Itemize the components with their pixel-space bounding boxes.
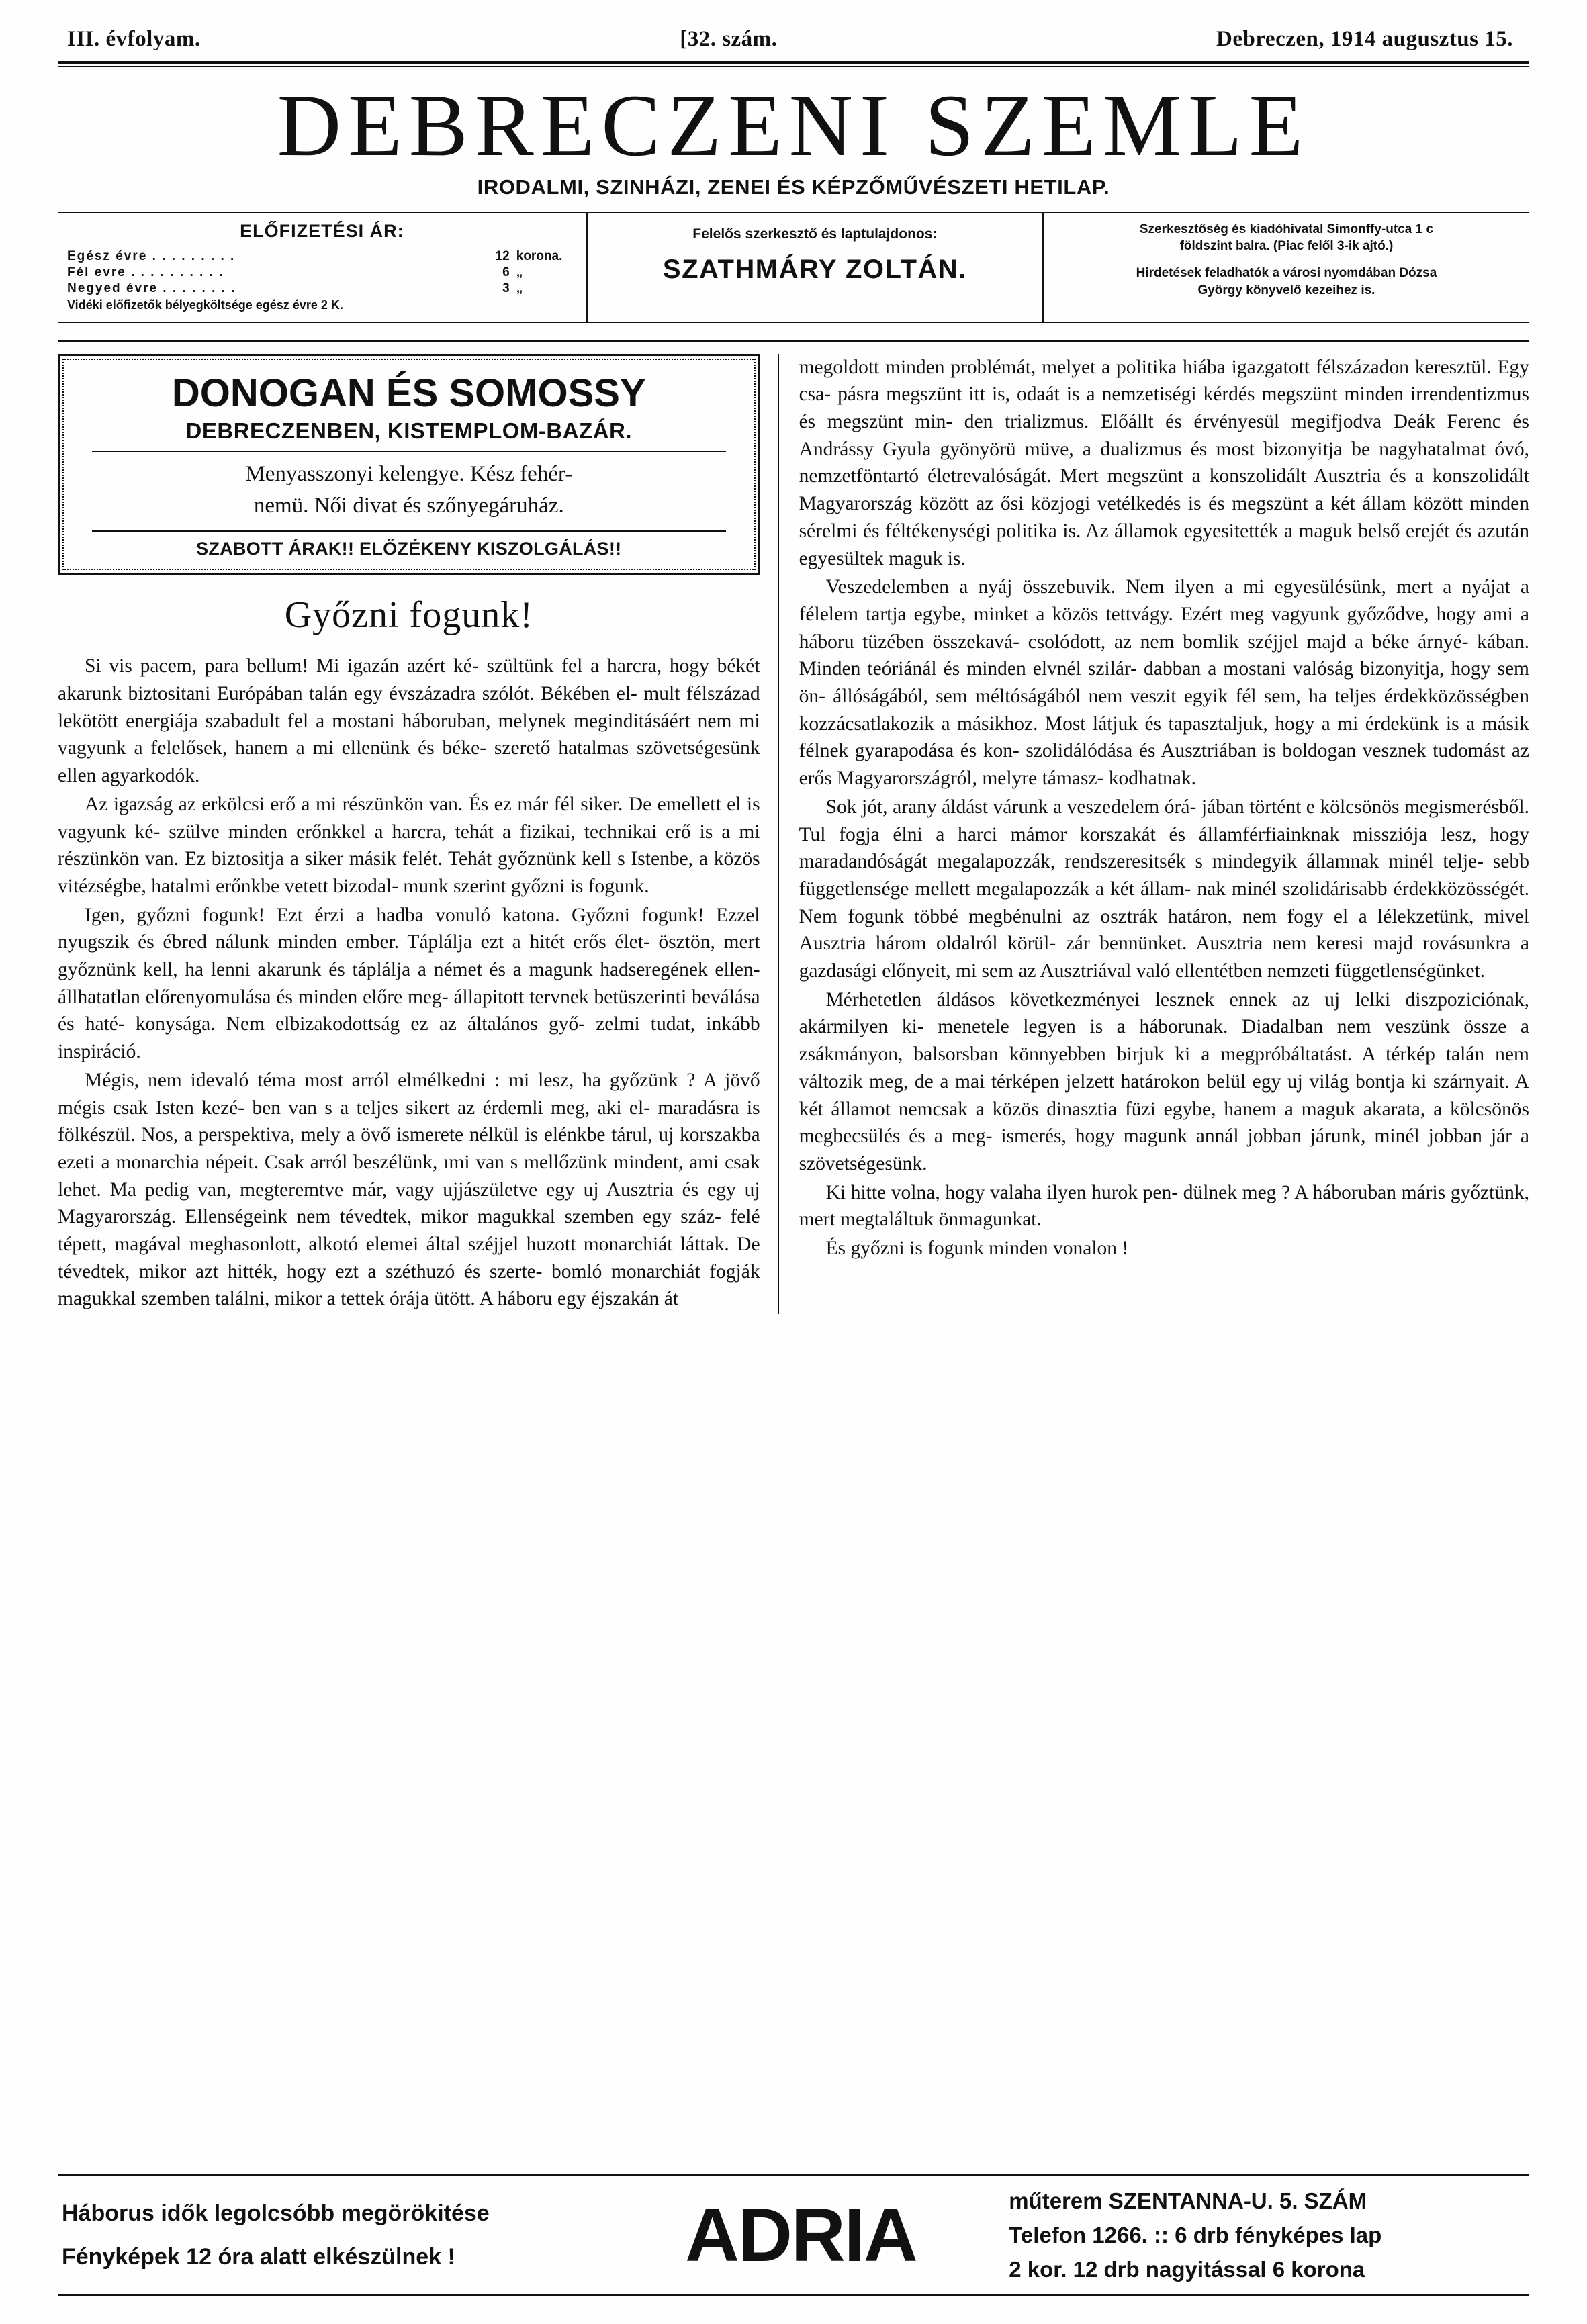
place-date: Debreczen, 1914 augusztus 15. — [1216, 27, 1513, 51]
column-left — [58, 354, 779, 1315]
ad-divider-2 — [92, 530, 726, 532]
subscription-unit: korona. — [516, 248, 563, 263]
ad-footer: SZABOTT ÁRAK!! ELŐZÉKENY KISZOLGÁLÁS!! — [196, 539, 622, 559]
issue-number: [32. szám. — [680, 27, 778, 51]
office-line-1: Szerkesztőség és kiadóhivatal Simonffy-utca 1 c — [1139, 222, 1434, 236]
office-line-4: György könyvelő kezeihez is. — [1197, 283, 1375, 297]
table-row: Egész évre . . . . . . . . . 12 korona. — [67, 248, 577, 265]
masthead-subtitle: IRODALMI, SZINHÁZI, ZENEI ÉS KÉPZŐMŰVÉSZETI HETILAP. — [477, 175, 1110, 199]
article-paragraph: Mégis, nem idevaló téma most arról elmélkedni : mi lesz, ha győzünk ? A jövő mégis csak Isten kezé- ben van s a teljes sikert az érdemli meg, aki el- maradásra is fölkészül. Nos, a perspektiva, mely a övő ismerete nélkül is elénkbe tárul, uj korszakba ezeti a monarchia népeit. Csak arról beszélünk, ımi van s mellőzünk mindent, ami csak lehet. Ma pedig van, megteremtve már, vagy ujjászületve egy uj Ausztria és egy uj Magyarország. Ellenségeink nem tévedtek, mikor magukkal szemben egy száz- felé tépett, magával meghasonlott, alkotó elemei által széjjel huzott monarchiát láttak. De tévedtek, mikor azt hitték, hogy ezt a széthuzó és szerte- bomló monarchiát fogják magukkal szemben találni, mikor a tettek órája ütött. A háboru egy éjszakán át — [58, 1069, 760, 1310]
rule-thick-top — [58, 61, 1529, 64]
article-paragraph: Ki hitte volna, hogy valaha ilyen hurok pen- dülnek meg ? A háboruban máris győztünk, mert megtaláltuk önmagunkat. — [799, 1181, 1529, 1231]
office-line-3: Hirdetések feladhatók a városi nyomdában Dózsa — [1136, 265, 1437, 280]
ad-body-line-2: nemü. Női divat és szőnyegáruház. — [253, 494, 564, 518]
editor-name: SZATHMÁRY ZOLTÁN. — [662, 254, 967, 284]
subscription-box — [58, 213, 588, 322]
ad-donogan-somossy[interactable] — [58, 354, 760, 575]
subscription-amount: 6 — [502, 265, 510, 279]
subscription-label: Fél evre — [67, 265, 126, 279]
column-right — [779, 354, 1529, 1315]
ad-adria-line-1: Háborus idők legolcsóbb megörökitése — [62, 2200, 490, 2226]
body-columns — [58, 340, 1529, 1315]
subscription-unit: „ — [516, 281, 523, 295]
page-title: DEBRECZENI SZEMLE — [277, 76, 1310, 175]
table-row: Negyed évre . . . . . . . . 3 „ — [67, 281, 577, 297]
article-paragraph: És győzni is fogunk minden vonalon ! — [825, 1238, 1129, 1260]
article-paragraph: Igen, győzni fogunk! Ezt érzi a hadba vonuló katona. Győzni fogunk! Ezzel nyugszik és ébred nálunk minden ember. Táplálja ezt a hitét erős élet- ösztön, mert győznünk kell, ha lenni akarunk és táplálja a német és a magunk hadseregének ellen- állhatatlan előrenyomulása és minden előre meg- állapitott tervnek betüszerinti beválása és haté- konysága. Nem elbizakodottság ez az általános győ- zelmi tudat, inkább inspiráció. — [58, 904, 760, 1063]
rule-thin-top — [58, 66, 1529, 67]
ad-adria[interactable] — [58, 2174, 1529, 2296]
subscription-heading: ELŐFIZETÉSI ÁR: — [240, 220, 404, 241]
ad-subtitle: DEBRECZENBEN, KISTEMPLOM-BAZÁR. — [185, 418, 633, 443]
ad-adria-right — [999, 2184, 1529, 2286]
subscription-label: Egész évre — [67, 248, 148, 263]
ad-title: DONOGAN ÉS SOMOSSY — [171, 371, 646, 415]
subscription-label: Negyed évre — [67, 281, 158, 295]
article-paragraph: megoldott minden problémát, melyet a politika hiába igazgatott félszázadon keresztül. Egy csa- pásra megszünt itt is, odaát is a nemzetiségi kérdés megszünt minden irrendentizmus és megszünt min- den trializmus. Előállt és érvényesül megifjodva Deák Ferenc és Andrássy Gyula gyönyörü müve, a dualizmus és most bizonyitja be nagyhatalmat óvó, nemzetföntartó életrevalóságát. Mert megszünt a konszolidált Ausztria és a konszolidált Magyarország között az ősi közjogi vetélkedés is és megszünt a két állam között minden sérelmi és féltékenységi politika is. Az államok egyesitették a maguk belső erejét és azután egyesültek maguk is. — [799, 356, 1529, 569]
subscription-note: Vidéki előfizetők bélyegköltsége egész évre 2 K. — [67, 297, 343, 312]
editor-label: Felelős szerkesztő és laptulajdonos: — [692, 226, 938, 242]
ad-adria-line-4: Telefon 1266. :: 6 drb fényképes lap — [1009, 2222, 1382, 2247]
subscription-table — [67, 248, 577, 297]
ad-adria-line-5: 2 kor. 12 drb nagyitással 6 korona — [1009, 2257, 1365, 2282]
office-line-2: földszint balra. (Piac felől 3-ik ajtó.) — [1179, 239, 1394, 254]
subscription-amount: 3 — [502, 281, 510, 295]
editor-box — [588, 213, 1044, 322]
ad-divider — [92, 451, 726, 452]
article-title: Győzni fogunk! — [284, 594, 533, 637]
subscription-amount: 12 — [495, 248, 510, 263]
table-row: Fél evre . . . . . . . . . . 6 „ — [67, 265, 577, 281]
ad-adria-line-3: műterem SZENTANNA-U. 5. SZÁM — [1009, 2188, 1367, 2213]
ad-adria-line-2: Fényképek 12 óra alatt elkészülnek ! — [62, 2243, 455, 2270]
volume-label: III. évfolyam. — [67, 27, 201, 51]
ad-body-line-1: Menyasszonyi kelengye. Kész fehér- — [245, 461, 573, 486]
masthead-info-row — [58, 212, 1529, 323]
article-paragraph: Veszedelemben a nyáj összebuvik. Nem ilyen a mi egyesülésünk, mert a nyájat a félelem tartja egybe, minket a közös tettvágy. Ezért meg vagyunk győződve, hogy ami a háboru tüzében összekavá- csolódott, az nem bomlik széjjel majd a béke árnyé- kában. Minden teóriánál és minden elvnél szilár- dabban a mostani valóság bizonyitja, hogy sem ön- állóságából, sem méltóságából nem veszit egyik fél sem, ha teljes érdekközösségben kozzácsatlakozik a másikhoz. Most látjuk és tapasztaljuk, hogy a mi érdekünk is a másik félnek gyarapodása és kon- szolidálódása és Ausztriában is boldogan vesznek tudomást az erős Magyarországról, melyre támasz- kodhatnak. — [799, 576, 1529, 790]
article-paragraph: Si vis pacem, para bellum! Mi igazán azért ké- szültünk fel a harcra, hogy békét akarunk biztositani Európában talán egy évszázadra szólót. Békében el- mult félszázad lekötött energiája szabadult fel a mostani háboruban, melynek meginditásáért nem mi vagyunk a felelősek, hanem a mi ellenünk és béke- szerető hatalmas szövetségesünk ellen agyarkodók. — [58, 655, 760, 787]
article-paragraph: Az igazság az erkölcsi erő a mi részünkön van. És ez már fél siker. De emellett el is vagyunk ké- szülve minden erőnkkel a harcra, tehát a fizikai, technikai erő is a mi részünkön van. Ez biztositja a siker másik felét. Tehát győznünk kell s Istenbe, a közös vitézségbe, hatalmi erőnkbe vetett bizodal- munk szerint győzni is fogunk. — [58, 793, 760, 897]
office-box — [1044, 213, 1529, 322]
ad-adria-brand: ADRIA — [685, 2192, 917, 2277]
ad-adria-left — [58, 2192, 602, 2278]
subscription-unit: „ — [516, 265, 523, 279]
article-paragraph: Sok jót, arany áldást várunk a veszedelem órá- jában történt e kölcsönös megismerésből. Tul fogja élni a harci mámor korszakát és államférfiainknak missziója lesz, hogy maradandóságát megalapozzák, rendszeresitsék s mindegyik államnak minél telje- sebb függetlensége mellett megalapozzák a két állam- nak minél szolidárisabb érdekközösségét. Nem fogunk többé megbénulni az osztrák határon, nem fogy el a lélekzetünk, mivel Ausztria három oldalról körül- zár bennünket. Ausztria nem keresi majd rovásunkra a gazdasági előnyeit, mi sem az Ausztriával való ellentétben nemzeti függetlenségünket. — [799, 796, 1529, 982]
masthead-topline — [40, 20, 1547, 52]
article-paragraph: Mérhetetlen áldásos következményei lesznek ennek az uj lelki diszpoziciónak, akármilyen ki- menetele legyen is a háborunak. Diadalban nem veszünk össze a zsákmányon, balsorsban könnyebben birjuk ki a megpróbáltatást. A térkép talán nem változik meg, de a mai térképen jelzett határokon belül egy uj világ bontja ki szárnyait. A két államot nemcsak a közös dinasztia füzi egybe, hanem a maguk akarata, a kölcsönös megbecsülés és a meg- ismerés, hogy magunk annál jobban járunk, minél jobban jár a szövetségesünk. — [799, 988, 1529, 1174]
